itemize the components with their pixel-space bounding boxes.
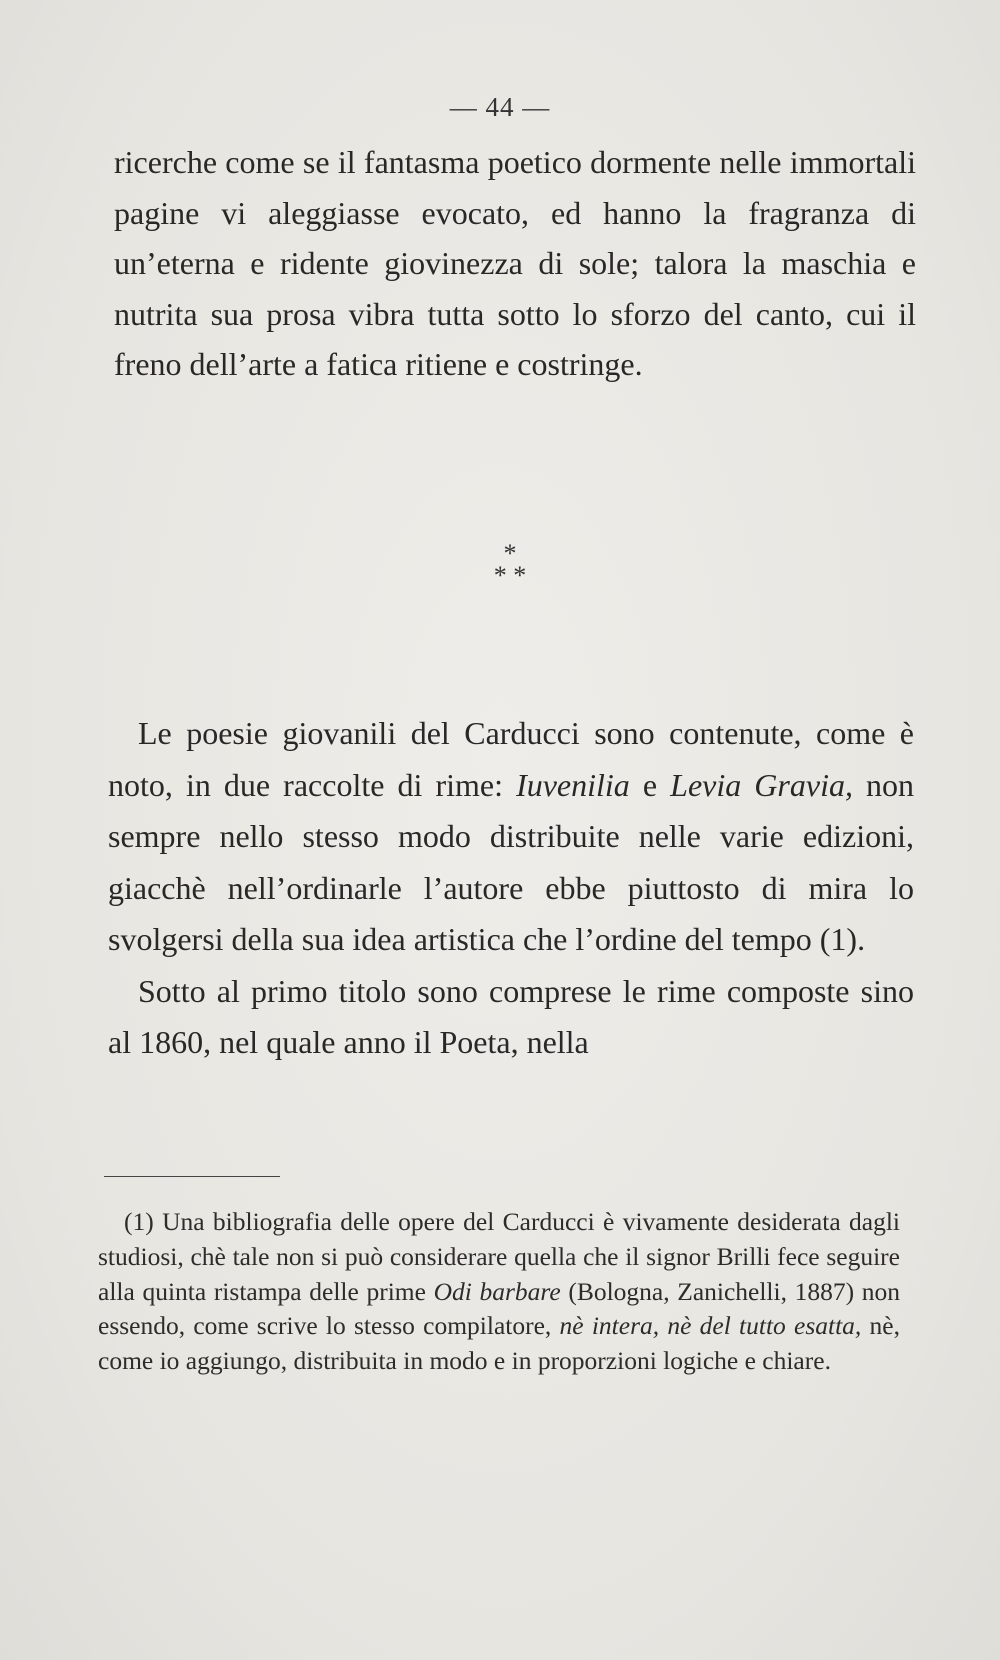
- text-run: nè, come io aggiungo, distribuita in modo e in proporzioni logiche e chiare.: [98, 1311, 900, 1376]
- text-run: non sempre nello stesso modo distribuite nelle varie edizioni, giacchè nell’ordinarle l’autore ebbe piuttosto di mira lo svolgersi della sua idea artistica che l’ordine del tempo (1).: [108, 766, 915, 957]
- title-italic: Iuvenilia: [516, 766, 630, 803]
- text-block-top: [114, 137, 916, 390]
- text-run: (Bologna, Zanichelli, 1887) non essendo, come scrive lo stesso compilatore,: [98, 1276, 900, 1341]
- paragraph: [108, 708, 914, 966]
- page-number: — 44 —: [449, 92, 551, 122]
- text-run: Le poesie giovanili del Carducci sono contenute, come è noto, in due raccolte di rime:: [108, 715, 914, 803]
- footnote-rule: [104, 1176, 280, 1177]
- separator-stars-bottom: * *: [493, 561, 527, 590]
- text-run: e: [629, 766, 671, 803]
- footnote: [98, 1205, 900, 1379]
- section-separator: [0, 539, 1000, 590]
- quote-italic: nè intera, nè del tutto esatta,: [559, 1311, 862, 1341]
- footnote-text: [98, 1205, 900, 1379]
- text-run: (1) Una bibliografia delle opere del Carducci è vivamente desiderata dagli studiosi, chè tale non si può considerare quella che il signor Brilli fece seguire alla quinta ristampa delle prime: [98, 1207, 900, 1306]
- paragraph: Sotto al primo titolo sono comprese le rime composte sino al 1860, nel quale anno il Poeta, nella: [108, 972, 914, 1060]
- separator-star-top: *: [503, 539, 517, 568]
- text-block-main: [108, 708, 914, 1069]
- title-italic: Levia Gravia,: [670, 766, 853, 803]
- paragraph: ricerche come se il fantasma poetico dormente nelle immortali pagine vi aleggiasse evocato, ed hanno la fragranza di un’eterna e ridente giovinezza di sole; talora la maschia e nutrita sua prosa vibra tutta sotto lo sforzo del canto, cui il freno dell’arte a fatica ritiene e costringe.: [114, 144, 916, 382]
- title-italic: Odi barbare: [433, 1276, 561, 1306]
